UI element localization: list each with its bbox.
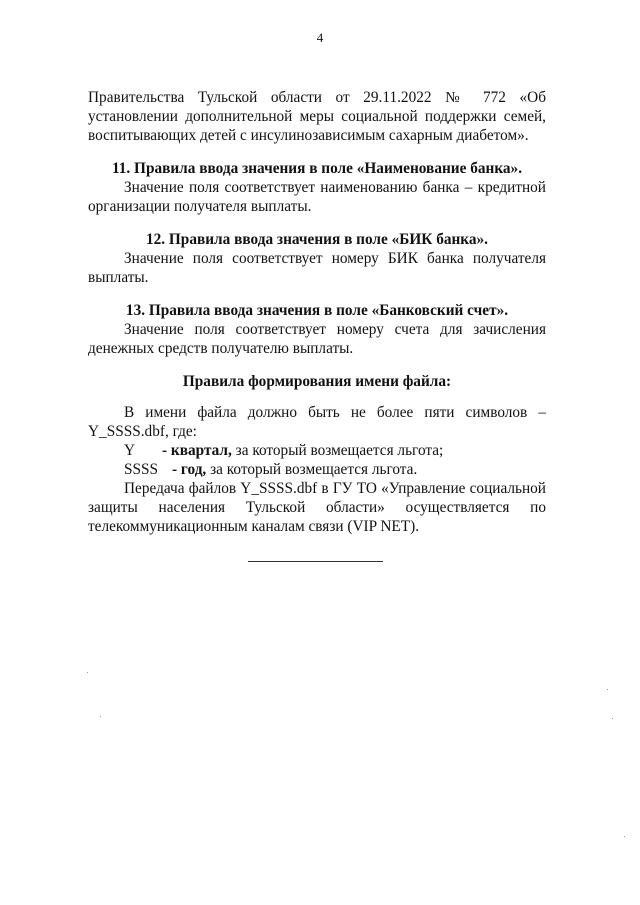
section-heading: 12. Правила ввода значения в поле «БИК банка». bbox=[145, 231, 489, 248]
intro-line: установлении дополнительной меры социальной поддержки семей, bbox=[88, 108, 546, 125]
definition-quarter bbox=[88, 441, 546, 460]
file-rules-heading: Правила формирования имени файла: bbox=[182, 373, 452, 390]
transfer-text: телекоммуникационным каналам связи (VIP NET). bbox=[88, 518, 420, 535]
section-text: выплаты. bbox=[88, 269, 149, 286]
definition-code: Y bbox=[124, 442, 136, 459]
transfer-text: Передача файлов Y_SSSS.dbf в ГУ ТО «Управление социальной bbox=[124, 480, 546, 497]
section-heading: 11. Правила ввода значения в поле «Наименование банка». bbox=[111, 160, 523, 177]
scan-speck bbox=[612, 718, 613, 719]
section-text: денежных средств получателю выплаты. bbox=[88, 340, 354, 357]
document-body bbox=[88, 88, 546, 536]
scan-speck bbox=[100, 716, 101, 717]
intro-line: воспитывающих детей с инсулинозависимым сахарным диабетом». bbox=[88, 127, 529, 144]
section-text: Значение поля соответствует номеру счета для зачисления bbox=[124, 321, 546, 338]
definition-text: за который возмещается льгота. bbox=[206, 461, 418, 478]
scan-speck bbox=[607, 689, 608, 690]
section-text: организации получателя выплаты. bbox=[88, 198, 312, 215]
intro-paragraph bbox=[88, 88, 546, 145]
section-text: Значение поля соответствует наименованию банка – кредитной bbox=[124, 179, 546, 196]
definition-term: - год, bbox=[172, 461, 207, 478]
definition-year bbox=[88, 460, 546, 479]
scan-speck bbox=[624, 836, 625, 837]
separator-line bbox=[248, 561, 383, 562]
definition-text: за который возмещается льгота; bbox=[231, 442, 444, 459]
scan-speck bbox=[87, 672, 88, 673]
page-number: 4 bbox=[316, 30, 324, 45]
section-heading: 13. Правила ввода значения в поле «Банковский счет». bbox=[125, 302, 509, 319]
file-rules-text: Y_SSSS.dbf, где: bbox=[88, 423, 197, 440]
section-text: Значение поля соответствует номеру БИК банка получателя bbox=[124, 250, 546, 267]
intro-line: Правительства Тульской области от 29.11.2022 № 772 «Об bbox=[88, 89, 546, 106]
file-rules-text: В имени файла должно быть не более пяти символов – bbox=[124, 404, 546, 421]
definition-code: SSSS bbox=[124, 461, 159, 478]
definition-term: - квартал, bbox=[162, 442, 232, 459]
transfer-text: защиты населения Тульской области» осуществляется по bbox=[88, 499, 546, 516]
